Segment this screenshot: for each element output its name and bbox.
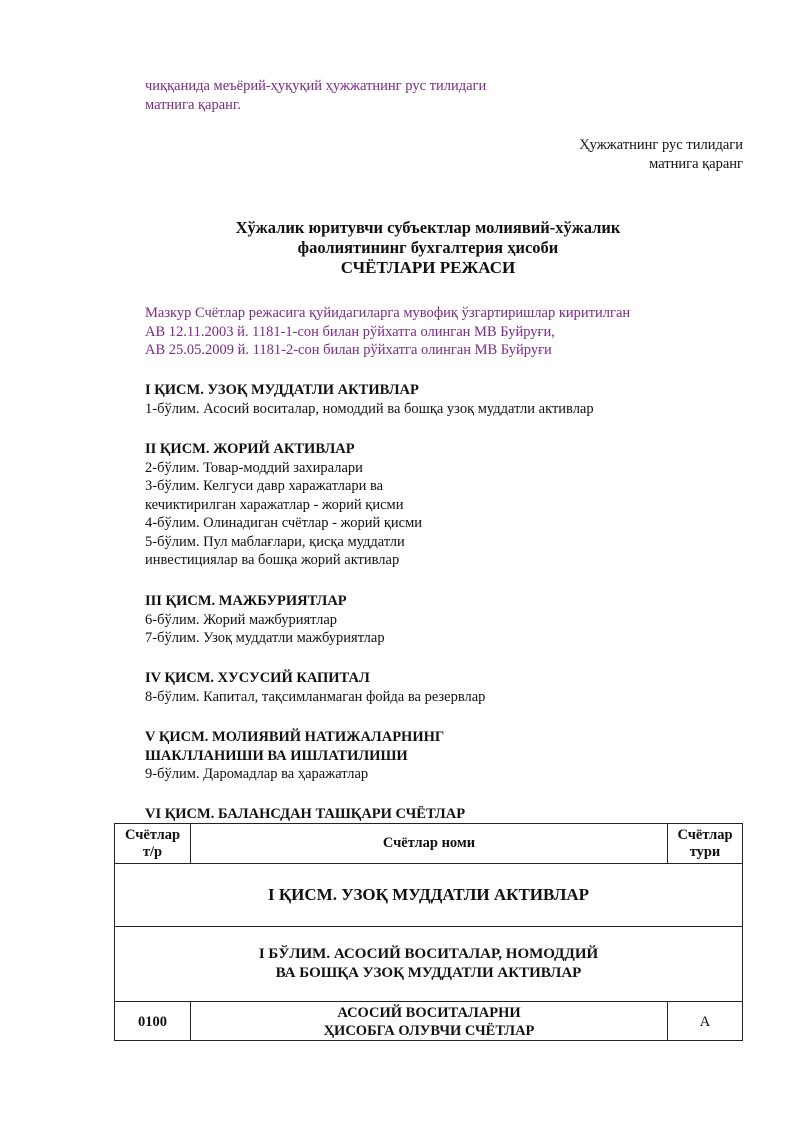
section-line: 8-бўлим. Капитал, тақсимланмаган фойда ва резервлар (145, 688, 486, 705)
section-line: 1-бўлим. Асосий воситалар, номоддий ва бошқа узоқ муддатли активлар (145, 400, 594, 417)
account-name-line: ҲИСОБГА ОЛУВЧИ СЧЁТЛАР (323, 1023, 535, 1039)
accounts-table (114, 823, 743, 1041)
part-block (145, 669, 485, 706)
section-line: 9-бўлим. Даромадлар ва ҳаражатлар (145, 766, 369, 782)
amendment-line: АВ 12.11.2003 й. 1181-1-сон билан рўйхатга олинган МВ Буйруғи, (145, 323, 555, 340)
section-line: 2-бўлим. Товар-моддий захиралари (145, 459, 363, 476)
table-header-row (115, 824, 743, 864)
column-header-code (115, 824, 191, 864)
section-line: 3-бўлим. Келгуси давр харажатлари ва (145, 478, 384, 494)
account-name (191, 1002, 668, 1041)
title-line: фаолиятининг бухгалтерия ҳисоби (297, 238, 559, 257)
header-text: Счётлар (677, 826, 733, 843)
section-row-line: ВА БОШҚА УЗОҚ МУДДАТЛИ АКТИВЛАР (275, 965, 582, 981)
part-heading: VI ҚИСМ. БАЛАНСДАН ТАШҚАРИ СЧЁТЛАР (145, 806, 466, 822)
part-block (145, 381, 594, 418)
right-note-line: Ҳужжатнинг рус тилидаги (579, 137, 743, 153)
account-code: 0100 (115, 1002, 191, 1041)
section-line: 4-бўлим. Олинадиган счётлар - жорий қисми (145, 515, 423, 531)
amendments-note (145, 304, 630, 360)
right-note (579, 136, 743, 174)
document-title (0, 218, 800, 278)
column-header-type (668, 824, 743, 864)
table-row (115, 864, 743, 927)
column-header-name: Счётлар номи (191, 824, 668, 864)
header-note-line: чиққанида меъёрий-ҳуқуқий ҳужжатнинг рус тилидаги (145, 78, 487, 94)
header-text: Счётлар (124, 826, 181, 843)
part-heading: II ҚИСМ. ЖОРИЙ АКТИВЛАР (145, 441, 355, 457)
amendment-line: АВ 25.05.2009 й. 1181-2-сон билан рўйхатга олинган МВ Буйруғи (145, 342, 552, 358)
account-type: А (668, 1002, 743, 1041)
part-heading: I ҚИСМ. УЗОҚ МУДДАТЛИ АКТИВЛАР (145, 382, 419, 398)
part-block (145, 728, 444, 784)
account-name-line: АСОСИЙ ВОСИТАЛАРНИ (337, 1005, 521, 1021)
header-text: т/р (142, 843, 163, 860)
part-block (145, 440, 422, 570)
part-block (145, 805, 465, 824)
title-line: Хўжалик юритувчи субъектлар молиявий-хўжалик (235, 218, 621, 237)
section-row (115, 927, 743, 1002)
part-block (145, 592, 385, 648)
section-row-line: I БЎЛИМ. АСОСИЙ ВОСИТАЛАР, НОМОДДИЙ (258, 946, 599, 962)
header-text: тури (689, 843, 721, 860)
part-heading: IV ҚИСМ. ХУСУСИЙ КАПИТАЛ (145, 670, 370, 686)
section-line: 7-бўлим. Узоқ муддатли мажбуриятлар (145, 630, 385, 646)
part-heading: ШАКЛЛАНИШИ ВА ИШЛАТИЛИШИ (145, 747, 408, 764)
header-note (145, 77, 565, 115)
part-row: I ҚИСМ. УЗОҚ МУДДАТЛИ АКТИВЛАР (115, 864, 743, 927)
section-line: 6-бўлим. Жорий мажбуриятлар (145, 611, 338, 628)
title-line: СЧЁТЛАРИ РЕЖАСИ (340, 258, 516, 277)
section-line: 5-бўлим. Пул маблағлари, қисқа муддатли (145, 533, 405, 550)
table-row (115, 1002, 743, 1041)
section-line: инвестициялар ва бошқа жорий активлар (145, 552, 400, 568)
section-line: кечиктирилган харажатлар - жорий қисми (145, 496, 404, 513)
right-note-line: матнига қаранг (649, 156, 743, 172)
table-row (115, 927, 743, 1002)
header-note-line: матнига қаранг. (145, 97, 241, 113)
part-heading: V ҚИСМ. МОЛИЯВИЙ НАТИЖАЛАРНИНГ (145, 729, 445, 745)
part-heading: III ҚИСМ. МАЖБУРИЯТЛАР (145, 593, 347, 609)
amendment-line: Мазкур Счётлар режасига қуйидагиларга мувофиқ ўзгартиришлар киритилган (145, 305, 631, 321)
